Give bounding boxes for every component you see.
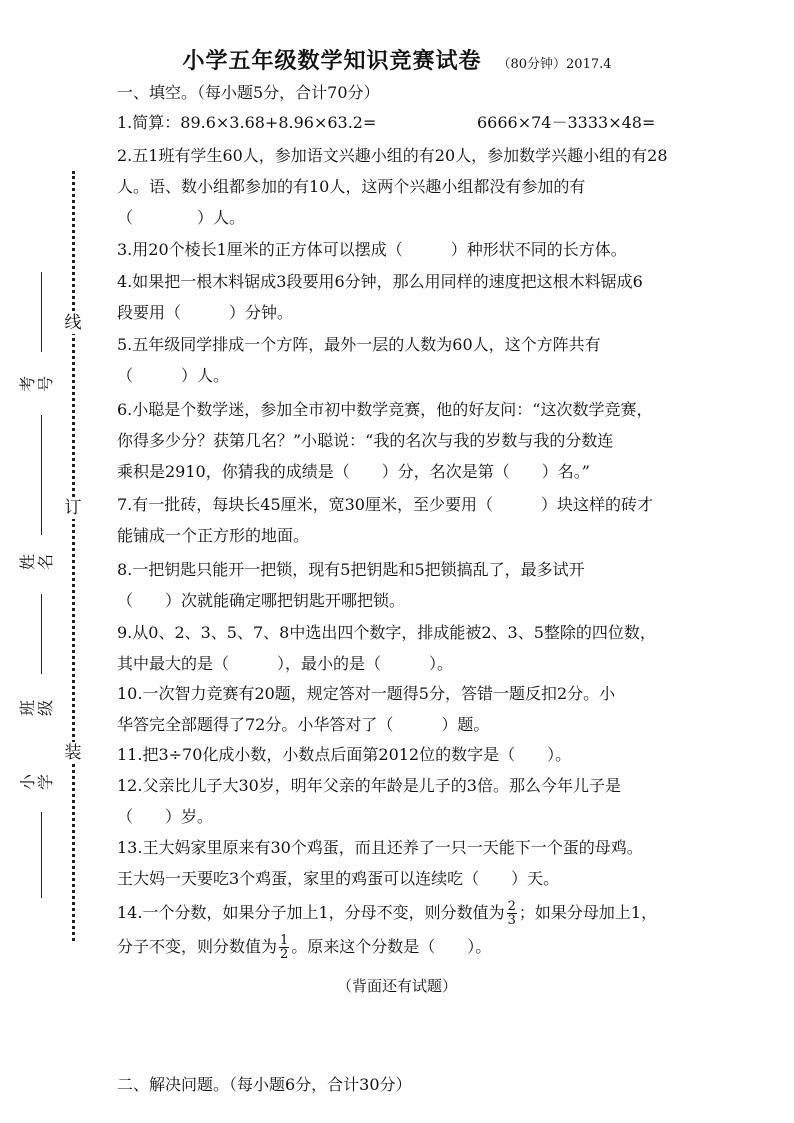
- question-4: [117, 266, 720, 328]
- question-8-line-1: 8.一把钥匙只能开一把锁，现有5把钥匙和5把锁搞乱了，最多试开: [117, 560, 585, 579]
- question-3: [117, 234, 720, 265]
- question-13: [117, 832, 720, 894]
- question-9: [117, 617, 720, 679]
- question-4-line-1: 4.如果把一根木料锯成3段要用6分钟，那么用同样的速度把这根木料锯成6: [117, 272, 643, 291]
- binding-dotted-line: [72, 171, 75, 941]
- question-14-text-2b: 。原来这个分数是（ ）。: [291, 937, 492, 956]
- name-field-line: [41, 415, 42, 535]
- question-13-line-1: 13.王大妈家里原来有30个鸡蛋，而且还养了一只一天能下一个蛋的母鸡。: [117, 838, 643, 857]
- question-5: [117, 329, 720, 391]
- title-subtitle: （80分钟）2017.4: [497, 57, 612, 72]
- question-14-text-1a: 14.一个分数，如果分子加上1，分母不变，则分数值为: [117, 903, 505, 922]
- question-4-line-2: 段要用（ ）分钟。: [117, 303, 294, 322]
- question-9-line-1: 9.从0、2、3、5、7、8中选出四个数字，排成能被2、3、5整除的四位数，: [117, 623, 656, 642]
- question-12-line-1: 12.父亲比儿子大30岁，明年父亲的年龄是儿子的3倍。那么今年儿子是: [117, 776, 621, 795]
- question-5-line-2: （ ）人。: [117, 366, 230, 385]
- question-9-line-2: 其中最大的是（ ），最小的是（ ）。: [117, 654, 454, 673]
- fraction-1-denominator: 3: [507, 913, 516, 928]
- question-1-right: 6666×74－3333×48=: [477, 113, 656, 132]
- question-2-line-2: 人。语、数小组都参加的有10人，这两个兴趣小组都没有参加的有: [117, 177, 586, 196]
- fraction-two-thirds: [507, 900, 517, 927]
- question-10-line-2: 华答完全部题得了72分。小华答对了（ ）题。: [117, 715, 490, 734]
- name-label: 姓名: [18, 554, 55, 571]
- school-label: 小学: [18, 774, 55, 791]
- question-14-text-2a: 分子不变，则分数值为: [117, 937, 278, 956]
- question-11-line-1: 11.把3÷70化成小数，小数点后面第2012位的数字是（ ）。: [117, 745, 572, 764]
- binding-char-ding: 订: [62, 497, 84, 519]
- exam-title: [0, 44, 794, 75]
- question-12-line-2: （ ）岁。: [117, 807, 214, 826]
- question-7-line-1: 7.有一批砖，每块长45厘米，宽30厘米，至少要用（ ）块这样的砖才: [117, 495, 653, 514]
- exam-number-label: 考号: [18, 376, 55, 393]
- class-field-line: [41, 594, 42, 674]
- fraction-1-numerator: 2: [507, 899, 516, 914]
- question-7-line-2: 能铺成一个正方形的地面。: [117, 526, 310, 545]
- question-10-line-1: 10.一次智力竞赛有20题，规定答对一题得5分，答错一题反扣2分。小: [117, 684, 616, 703]
- title-text: 小学五年级数学知识竞赛试卷: [182, 48, 482, 74]
- question-8: [117, 554, 720, 616]
- section-one-heading: 一、填空。（每小题5分，合计70分）: [117, 83, 380, 102]
- question-1: [117, 107, 720, 138]
- question-3-line-1: 3.用20个棱长1厘米的正方体可以摆成（ ）种形状不同的长方体。: [117, 240, 627, 259]
- fraction-2-denominator: 2: [280, 947, 289, 962]
- question-7: [117, 489, 720, 551]
- fraction-one-half: [279, 934, 289, 961]
- question-10: [117, 678, 720, 740]
- question-6-line-2: 你得多少分？获第几名？”小聪说：“我的名次与我的岁数与我的分数连: [117, 431, 614, 450]
- section-two-heading: 二、解决问题。（每小题6分，合计30分）: [117, 1075, 412, 1094]
- question-14-line-1: [117, 896, 720, 930]
- question-11: [117, 739, 720, 770]
- class-label: 班级: [18, 700, 55, 717]
- question-6-line-3: 乘积是2910，你猜我的成绩是（ ）分，名次是第（ ）名。”: [117, 462, 590, 481]
- question-12: [117, 770, 720, 832]
- question-6-line-1: 6.小聪是个数学迷，参加全市初中数学竞赛，他的好友问：“这次数学竞赛，: [117, 400, 653, 419]
- question-14-text-1b: ；如果分母加上1，: [518, 903, 658, 922]
- exam-number-field-line: [41, 272, 42, 352]
- school-field-line: [41, 812, 42, 898]
- question-5-line-1: 5.五年级同学排成一个方阵，最外一层的人数为60人，这个方阵共有: [117, 335, 601, 354]
- question-14: [117, 896, 720, 964]
- binding-char-zhuang: 装: [62, 742, 84, 764]
- question-6: [117, 394, 720, 487]
- question-8-line-2: （ ）次就能确定哪把钥匙开哪把锁。: [117, 591, 406, 610]
- back-page-note: （背面还有试题）: [336, 977, 457, 995]
- question-2-line-3: （ ）人。: [117, 208, 246, 227]
- question-13-line-2: 王大妈一天要吃3个鸡蛋，家里的鸡蛋可以连续吃（ ）天。: [117, 869, 560, 888]
- question-2: [117, 140, 720, 233]
- fraction-2-numerator: 1: [280, 933, 289, 948]
- binding-char-xian: 线: [62, 312, 84, 334]
- question-2-line-1: 2.五1班有学生60人，参加语文兴趣小组的有20人，参加数学兴趣小组的有28: [117, 146, 668, 165]
- question-1-left: 1.简算：89.6×3.68+8.96×63.2=: [117, 113, 377, 132]
- question-14-line-2: [117, 930, 720, 964]
